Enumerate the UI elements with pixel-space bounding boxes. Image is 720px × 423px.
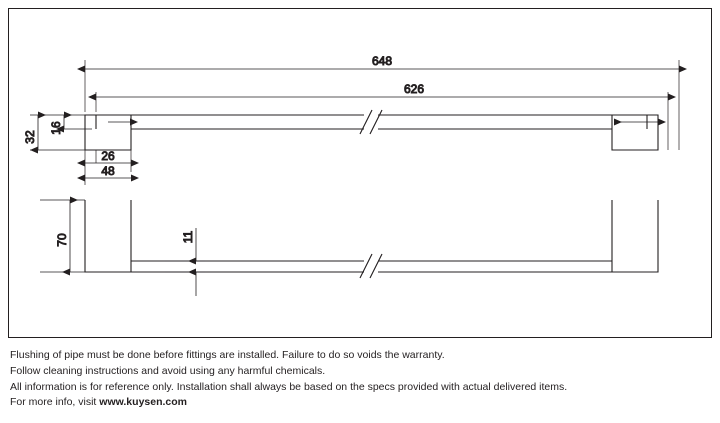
top-view-geometry (85, 115, 658, 150)
note-footer (10, 395, 710, 411)
dim-bracket-depth: 48 (101, 164, 115, 178)
dim-bracket-inner-depth: 26 (101, 149, 115, 163)
break-symbol-side (360, 254, 382, 278)
dim-bar-height: 11 (181, 230, 195, 244)
dim-bar-thickness: 16 (49, 121, 63, 135)
note-line-2: Follow cleaning instructions and avoid using any harmful chemicals. (10, 364, 326, 377)
extension-lines (30, 60, 679, 272)
dim-overall-length: 648 (371, 54, 393, 68)
website-link[interactable]: www.kuysen.com (99, 396, 188, 409)
dim-projection: 70 (55, 233, 69, 247)
note-line-3: All information is for reference only. Installation shall always be based on the specs provided with actual delivered items. (10, 380, 568, 393)
notes-block (10, 348, 710, 411)
break-symbol-top (360, 110, 382, 134)
dimension-lines (38, 69, 679, 296)
note-line-1: Flushing of pipe must be done before fittings are installed. Failure to do so voids the warranty. (10, 349, 445, 361)
dim-bracket-height: 32 (23, 130, 37, 144)
note-footer-prefix: For more info, visit (10, 396, 100, 409)
dim-inner-length: 626 (403, 82, 425, 96)
